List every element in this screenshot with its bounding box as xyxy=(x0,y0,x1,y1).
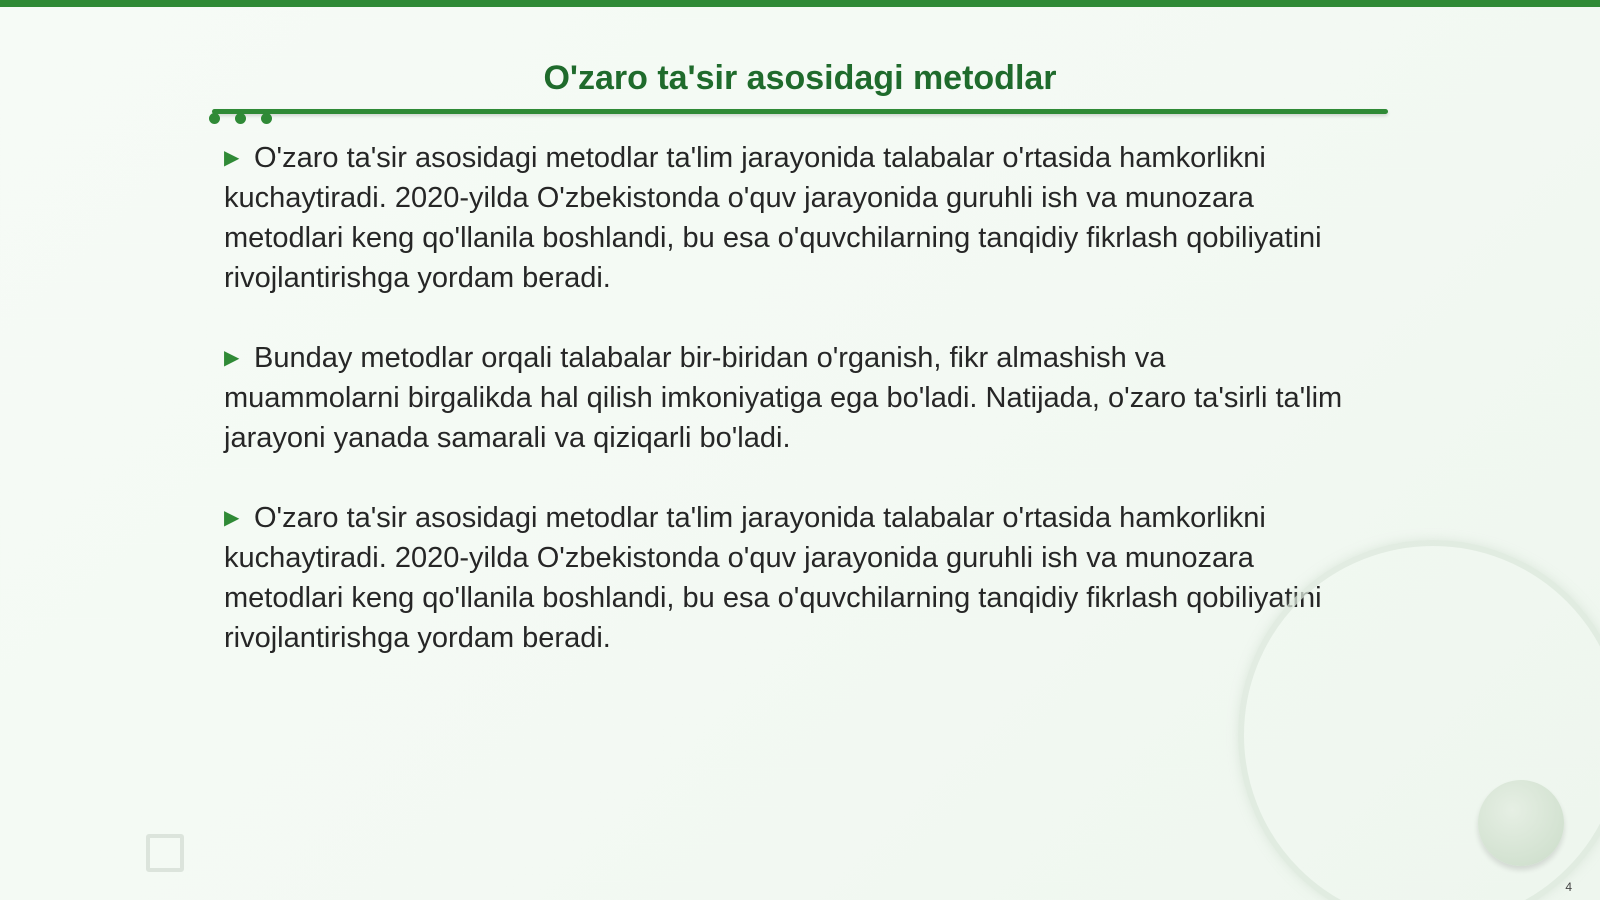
bullet-paragraph xyxy=(224,498,1344,658)
bullet-text: Bunday metodlar orqali talabalar bir-biridan o'rganish, fikr almashish va muammolarni birgalikda hal qilish imkoniyatiga ega bo'ladi. Natijada, o'zaro ta'sirli ta'lim jarayoni yanada samarali va qiziqarli bo'ladi. xyxy=(224,342,1343,454)
bullet-text: O'zaro ta'sir asosidagi metodlar ta'lim jarayonida talabalar o'rtasida hamkorlikni kuchaytiradi. 2020-yilda O'zbekistonda o'quv jarayonida guruhli ish va munozara metodlari keng qo'llanila boshlandi, bu esa o'quvchilarning tanqidiy fikrlash qobiliyatini rivojlantirishga yordam beradi. xyxy=(224,502,1322,654)
slide-title: O'zaro ta'sir asosidagi metodlar xyxy=(543,59,1057,97)
underline-dot xyxy=(235,113,246,124)
decorative-disc xyxy=(1478,780,1564,866)
triangle-bullet-icon: ▶ xyxy=(224,147,240,169)
underline-dot xyxy=(209,113,220,124)
title-underline xyxy=(212,109,1388,114)
page-number: 4 xyxy=(1565,880,1572,894)
triangle-bullet-icon: ▶ xyxy=(224,347,240,369)
triangle-bullet-icon: ▶ xyxy=(224,507,240,529)
decorative-square xyxy=(146,834,184,872)
bullet-paragraph xyxy=(224,338,1344,458)
underline-dot xyxy=(261,113,272,124)
bullet-text: O'zaro ta'sir asosidagi metodlar ta'lim jarayonida talabalar o'rtasida hamkorlikni kuchaytiradi. 2020-yilda O'zbekistonda o'quv jarayonida guruhli ish va munozara metodlari keng qo'llanila boshlandi, bu esa o'quvchilarning tanqidiy fikrlash qobiliyatini rivojlantirishga yordam beradi. xyxy=(224,142,1322,294)
top-accent-bar xyxy=(0,0,1600,7)
slide-body xyxy=(224,138,1344,698)
bullet-paragraph xyxy=(224,138,1344,298)
